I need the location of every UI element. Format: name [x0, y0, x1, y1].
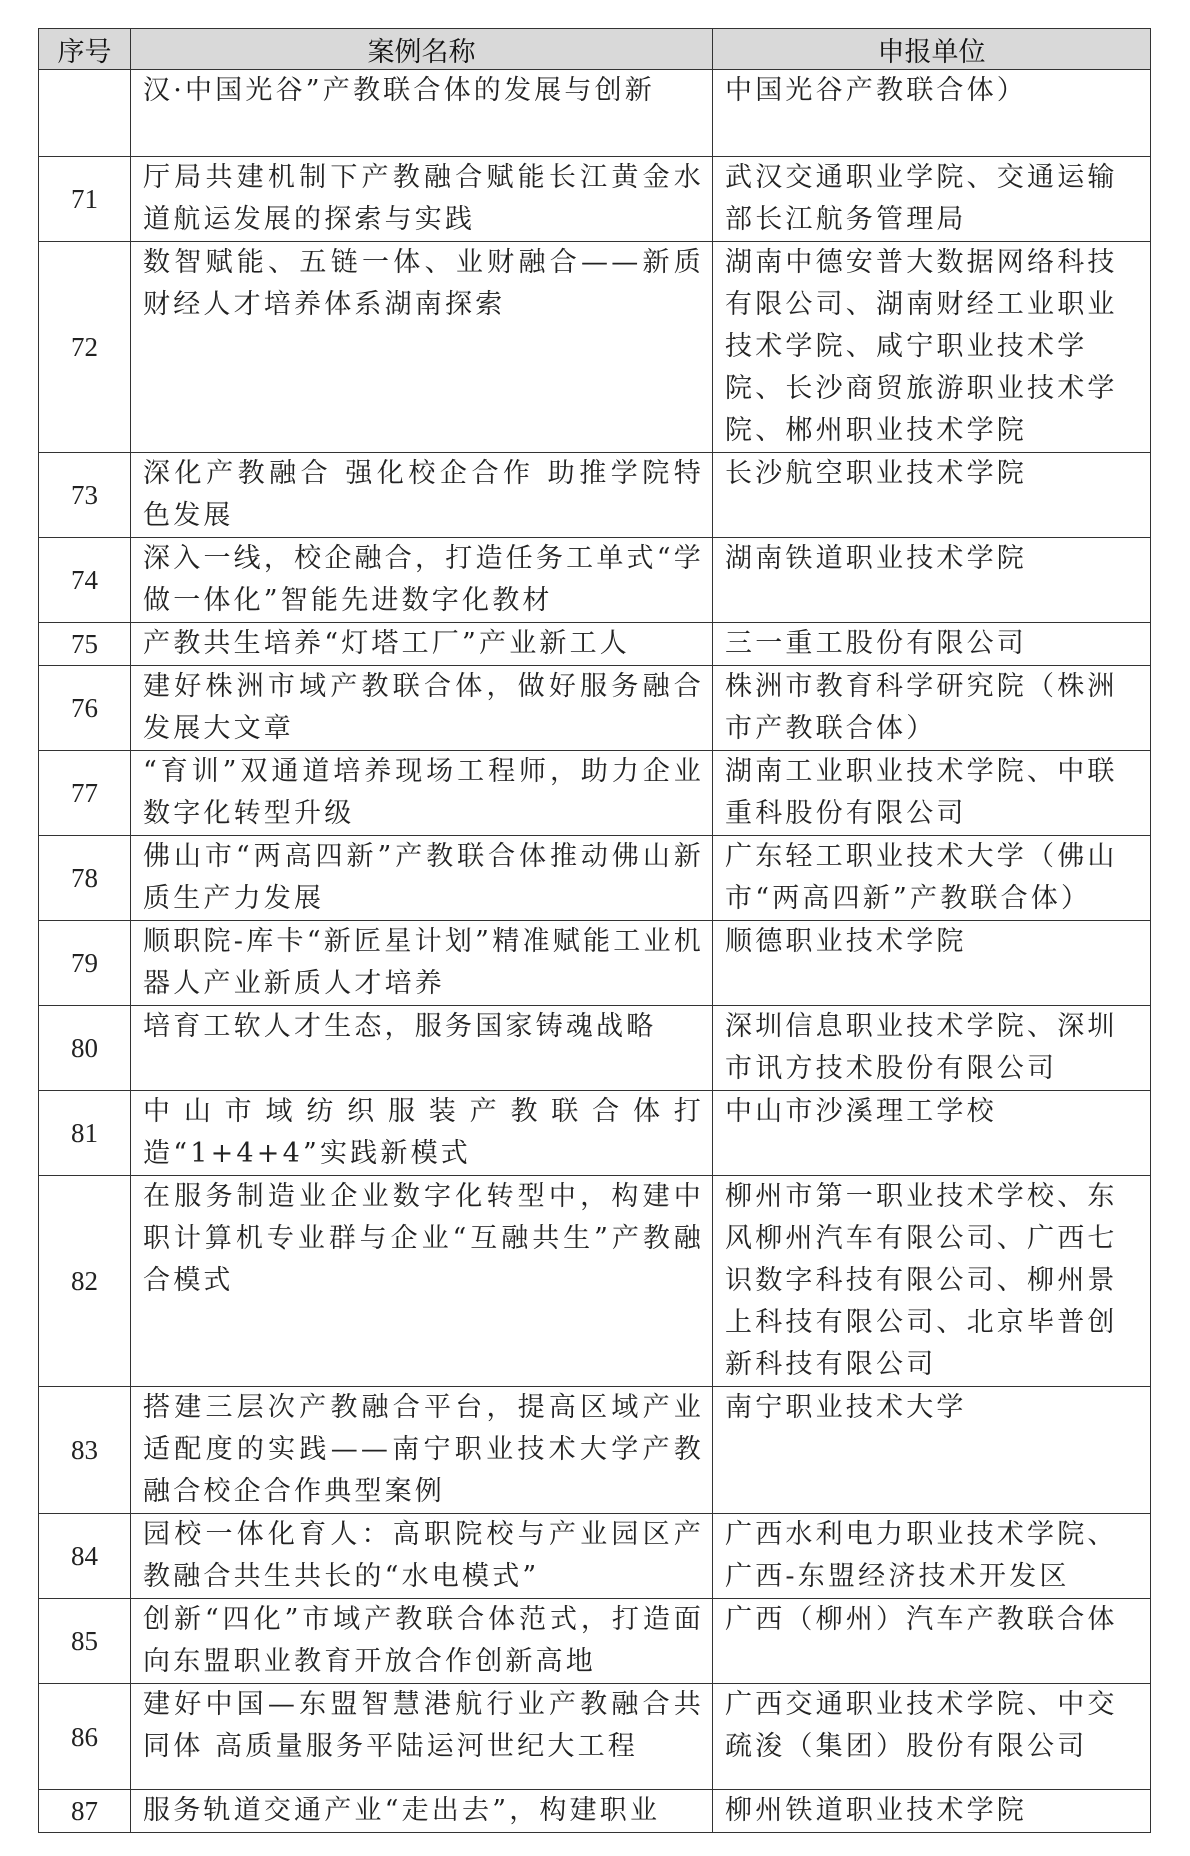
- applicant-unit: 湖南中德安普大数据网络科技有限公司、湖南财经工业职业技术学院、咸宁职业技术学院、长沙商贸旅游职业技术学院、郴州职业技术学院: [713, 242, 1151, 453]
- applicant-unit: 中山市沙溪理工学校: [713, 1091, 1151, 1176]
- applicant-unit: 武汉交通职业学院、交通运输部长江航务管理局: [713, 157, 1151, 242]
- row-number: 85: [39, 1599, 131, 1684]
- case-name: 中山市域纺织服装产教联合体打造“1+4+4”实践新模式: [131, 1091, 713, 1176]
- table-header-row: [39, 29, 1151, 70]
- applicant-unit: 广西水利电力职业技术学院、广西-东盟经济技术开发区: [713, 1514, 1151, 1599]
- table-row: [39, 1387, 1151, 1514]
- row-number: 76: [39, 666, 131, 751]
- row-number: 81: [39, 1091, 131, 1176]
- table-row: [39, 1684, 1151, 1790]
- case-name: 培育工软人才生态，服务国家铸魂战略: [131, 1006, 713, 1091]
- table-row: [39, 1790, 1151, 1833]
- case-name: 产教共生培养“灯塔工厂”产业新工人: [131, 623, 713, 666]
- case-name: 建好株洲市域产教联合体，做好服务融合发展大文章: [131, 666, 713, 751]
- table-row: [39, 921, 1151, 1006]
- applicant-unit: 株洲市教育科学研究院（株洲市产教联合体）: [713, 666, 1151, 751]
- row-number: 83: [39, 1387, 131, 1514]
- table-row: [39, 1091, 1151, 1176]
- table-row: [39, 70, 1151, 157]
- case-name: 汉·中国光谷”产教联合体的发展与创新: [131, 70, 713, 157]
- case-name: 建好中国—东盟智慧港航行业产教融合共同体 高质量服务平陆运河世纪大工程: [131, 1684, 713, 1790]
- row-number: 74: [39, 538, 131, 623]
- applicant-unit: 南宁职业技术大学: [713, 1387, 1151, 1514]
- row-number: 72: [39, 242, 131, 453]
- table-row: [39, 751, 1151, 836]
- table-row: [39, 623, 1151, 666]
- row-number: [39, 70, 131, 157]
- table-row: [39, 666, 1151, 751]
- applicant-unit: 顺德职业技术学院: [713, 921, 1151, 1006]
- case-name: 顺职院-库卡“新匠星计划”精准赋能工业机器人产业新质人才培养: [131, 921, 713, 1006]
- table-row: [39, 1176, 1151, 1387]
- header-serial-number: 序号: [39, 29, 131, 70]
- row-number: 80: [39, 1006, 131, 1091]
- applicant-unit: 中国光谷产教联合体）: [713, 70, 1151, 157]
- case-name: 深化产教融合 强化校企合作 助推学院特色发展: [131, 453, 713, 538]
- table-row: [39, 242, 1151, 453]
- applicant-unit: 广西交通职业技术学院、中交疏浚（集团）股份有限公司: [713, 1684, 1151, 1790]
- row-number: 71: [39, 157, 131, 242]
- table-row: [39, 1599, 1151, 1684]
- table-row: [39, 836, 1151, 921]
- row-number: 86: [39, 1684, 131, 1790]
- row-number: 79: [39, 921, 131, 1006]
- applicant-unit: 深圳信息职业技术学院、深圳市讯方技术股份有限公司: [713, 1006, 1151, 1091]
- table-row: [39, 538, 1151, 623]
- row-number: 78: [39, 836, 131, 921]
- table-row: [39, 453, 1151, 538]
- applicant-unit: 柳州铁道职业技术学院: [713, 1790, 1151, 1833]
- applicant-unit: 湖南工业职业技术学院、中联重科股份有限公司: [713, 751, 1151, 836]
- row-number: 77: [39, 751, 131, 836]
- case-name: 服务轨道交通产业“走出去”，构建职业: [131, 1790, 713, 1833]
- table-row: [39, 1006, 1151, 1091]
- row-number: 84: [39, 1514, 131, 1599]
- case-name: 佛山市“两高四新”产教联合体推动佛山新质生产力发展: [131, 836, 713, 921]
- case-name: 数智赋能、五链一体、业财融合——新质财经人才培养体系湖南探索: [131, 242, 713, 453]
- applicant-unit: 广东轻工职业技术大学（佛山市“两高四新”产教联合体）: [713, 836, 1151, 921]
- case-table: [38, 28, 1151, 1833]
- applicant-unit: 柳州市第一职业技术学校、东风柳州汽车有限公司、广西七识数字科技有限公司、柳州景上科技有限公司、北京毕普创新科技有限公司: [713, 1176, 1151, 1387]
- document-page: [38, 28, 1150, 1833]
- case-name: 深入一线，校企融合，打造任务工单式“学做一体化”智能先进数字化教材: [131, 538, 713, 623]
- header-case-name: 案例名称: [131, 29, 713, 70]
- header-applicant-unit: 申报单位: [713, 29, 1151, 70]
- row-number: 75: [39, 623, 131, 666]
- row-number: 82: [39, 1176, 131, 1387]
- applicant-unit: 三一重工股份有限公司: [713, 623, 1151, 666]
- row-number: 73: [39, 453, 131, 538]
- row-number: 87: [39, 1790, 131, 1833]
- table-row: [39, 1514, 1151, 1599]
- case-name: 厅局共建机制下产教融合赋能长江黄金水道航运发展的探索与实践: [131, 157, 713, 242]
- case-name: 搭建三层次产教融合平台，提高区域产业适配度的实践——南宁职业技术大学产教融合校企合作典型案例: [131, 1387, 713, 1514]
- case-name: 创新“四化”市域产教联合体范式，打造面向东盟职业教育开放合作创新高地: [131, 1599, 713, 1684]
- case-name: “育训”双通道培养现场工程师，助力企业数字化转型升级: [131, 751, 713, 836]
- table-row: [39, 157, 1151, 242]
- applicant-unit: 长沙航空职业技术学院: [713, 453, 1151, 538]
- applicant-unit: 广西（柳州）汽车产教联合体: [713, 1599, 1151, 1684]
- case-name: 在服务制造业企业数字化转型中，构建中职计算机专业群与企业“互融共生”产教融合模式: [131, 1176, 713, 1387]
- case-name: 园校一体化育人：高职院校与产业园区产教融合共生共长的“水电模式”: [131, 1514, 713, 1599]
- applicant-unit: 湖南铁道职业技术学院: [713, 538, 1151, 623]
